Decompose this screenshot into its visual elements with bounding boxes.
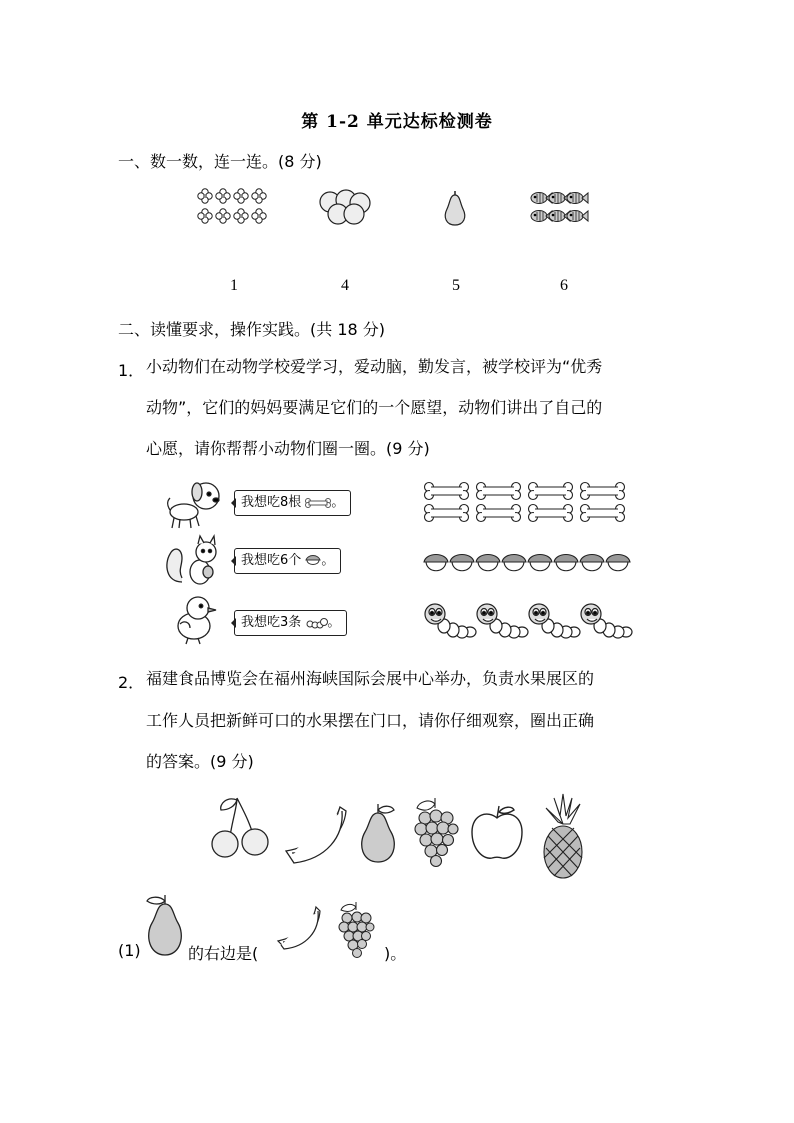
- wish-bubble-chick: [234, 610, 347, 636]
- acorns-group: [422, 548, 632, 576]
- worms-group: [422, 600, 634, 644]
- wish-text-squirrel: 我想吃6个: [241, 553, 302, 568]
- page-title: 第 1-2 单元达标检测卷: [301, 112, 493, 132]
- dog-icon: [164, 478, 224, 530]
- pear-icon-3: [143, 893, 187, 957]
- number-5[interactable]: 5: [452, 277, 460, 294]
- bones-group: [422, 481, 627, 523]
- q2-number: 2．: [118, 673, 145, 692]
- banana-icon-2[interactable]: [274, 905, 324, 951]
- wish-text-chick: 我想吃3条: [241, 615, 302, 630]
- cherry-icon: [207, 794, 271, 860]
- fish-group: [525, 190, 601, 226]
- flowers-group: [195, 186, 271, 228]
- pear-icon-2: [354, 802, 402, 864]
- pear-icon: [440, 187, 470, 227]
- apple-icon: [468, 804, 526, 862]
- wish-end-dog: 。: [331, 495, 345, 510]
- number-6[interactable]: 6: [560, 277, 568, 294]
- wish-text-dog: 我想吃8根: [241, 495, 302, 510]
- q1-line2: 动物”，它们的妈妈要满足它们的一个愿望，动物们讲出了自己的: [146, 398, 603, 417]
- wish-bubble-dog: [234, 490, 351, 516]
- grape-icon: [411, 796, 459, 868]
- q2-line1: 福建食品博览会在福州海峡国际会展中心举办，负责水果展区的: [146, 669, 595, 688]
- q2-sub1-label: (1): [118, 941, 141, 960]
- q1-number: 1．: [118, 361, 145, 380]
- q1-line3: 心愿，请你帮帮小动物们圈一圈。(9 分): [146, 439, 430, 458]
- number-1[interactable]: 1: [230, 277, 238, 294]
- banana-icon: [280, 803, 350, 863]
- section1-heading: 一、数一数，连一连。(8 分): [118, 152, 322, 171]
- oranges-group: [316, 190, 374, 226]
- wish-end-chick: 。: [327, 615, 341, 630]
- number-4[interactable]: 4: [341, 277, 349, 294]
- worm-icon: [305, 616, 327, 630]
- wish-end-squirrel: 。: [321, 553, 335, 568]
- q2-line2: 工作人员把新鲜可口的水果摆在门口，请你仔细观察，圈出正确: [146, 711, 595, 730]
- q2-sub1-close: )。: [384, 944, 407, 963]
- pineapple-icon: [538, 794, 588, 880]
- grape-icon-2[interactable]: [336, 900, 376, 958]
- q2-line3: 的答案。(9 分): [146, 752, 254, 771]
- q1-line1: 小动物们在动物学校爱学习，爱动脑，勤发言，被学校评为“优秀: [146, 357, 603, 376]
- wish-bubble-squirrel: [234, 548, 341, 574]
- chick-icon: [170, 594, 222, 646]
- q2-sub1-text: 的右边是(: [188, 944, 259, 963]
- acorn-icon: [305, 554, 321, 568]
- section2-heading: 二、读懂要求，操作实践。(共 18 分): [118, 320, 386, 339]
- bone-icon: [305, 498, 331, 508]
- squirrel-icon: [164, 534, 224, 588]
